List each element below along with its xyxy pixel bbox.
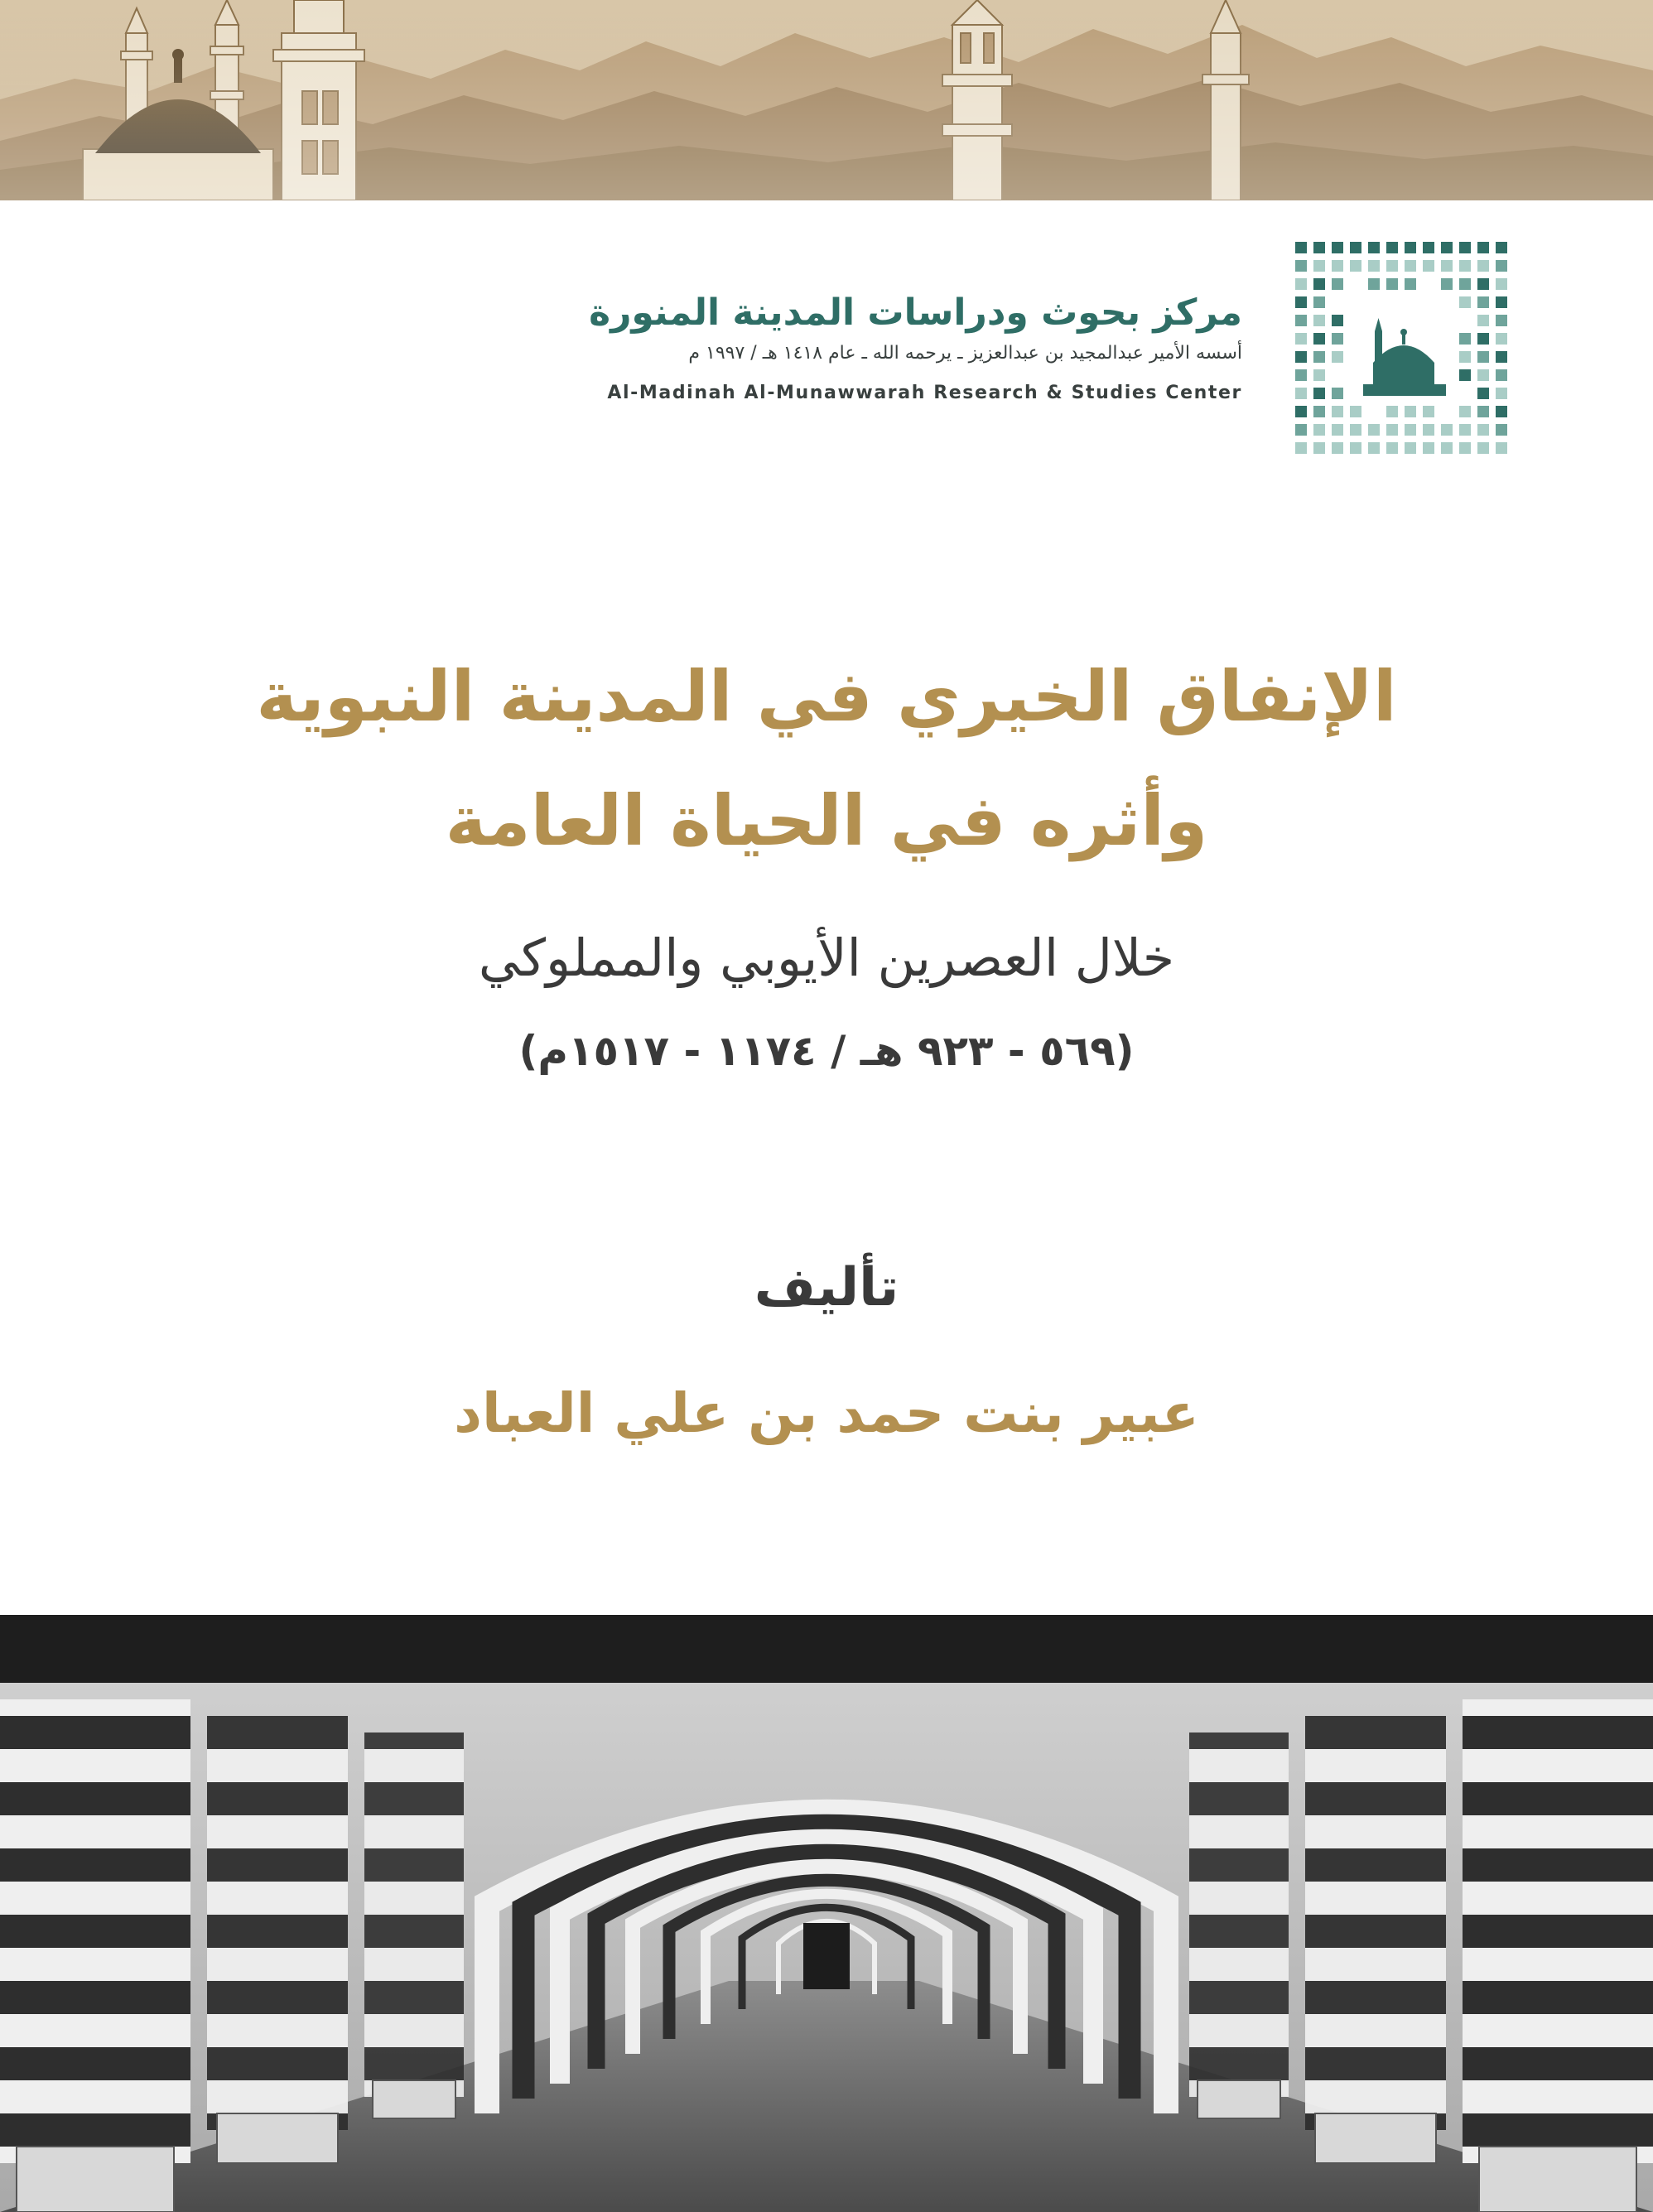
book-subtitle-dates: (٥٦٩ - ٩٢٣ هـ / ١١٧٤ - ١٥١٧م) bbox=[518, 1027, 1135, 1075]
author-name: عبير بنت حمد بن علي العباد bbox=[454, 1381, 1199, 1445]
publisher-name-english: Al-Madinah Al-Munawwarah Research & Studies Center bbox=[607, 383, 1242, 403]
mosque-arcade-photo bbox=[0, 1683, 1653, 2212]
book-title-line-1: الإنفاق الخيري في المدينة النبوية bbox=[256, 656, 1397, 737]
publisher-founder-note: أسسه الأمير عبدالمجيد بن عبدالعزيز ـ يرحمه الله ـ عام ١٤١٨ هـ / ١٩٩٧ م bbox=[688, 343, 1242, 364]
publisher-name-arabic: مركز بحوث ودراسات المدينة المنورة bbox=[589, 292, 1242, 334]
authored-by-label: تأليف bbox=[754, 1257, 899, 1318]
mosque-dome-mosaic-logo-icon bbox=[1292, 239, 1516, 462]
publisher-logo-block bbox=[0, 0, 1653, 497]
book-title-line-2: وأثره في الحياة العامة bbox=[445, 780, 1208, 861]
dark-divider-band bbox=[0, 1615, 1653, 1683]
book-subtitle-period: خلال العصرين الأيوبي والمملوكي bbox=[478, 928, 1175, 988]
